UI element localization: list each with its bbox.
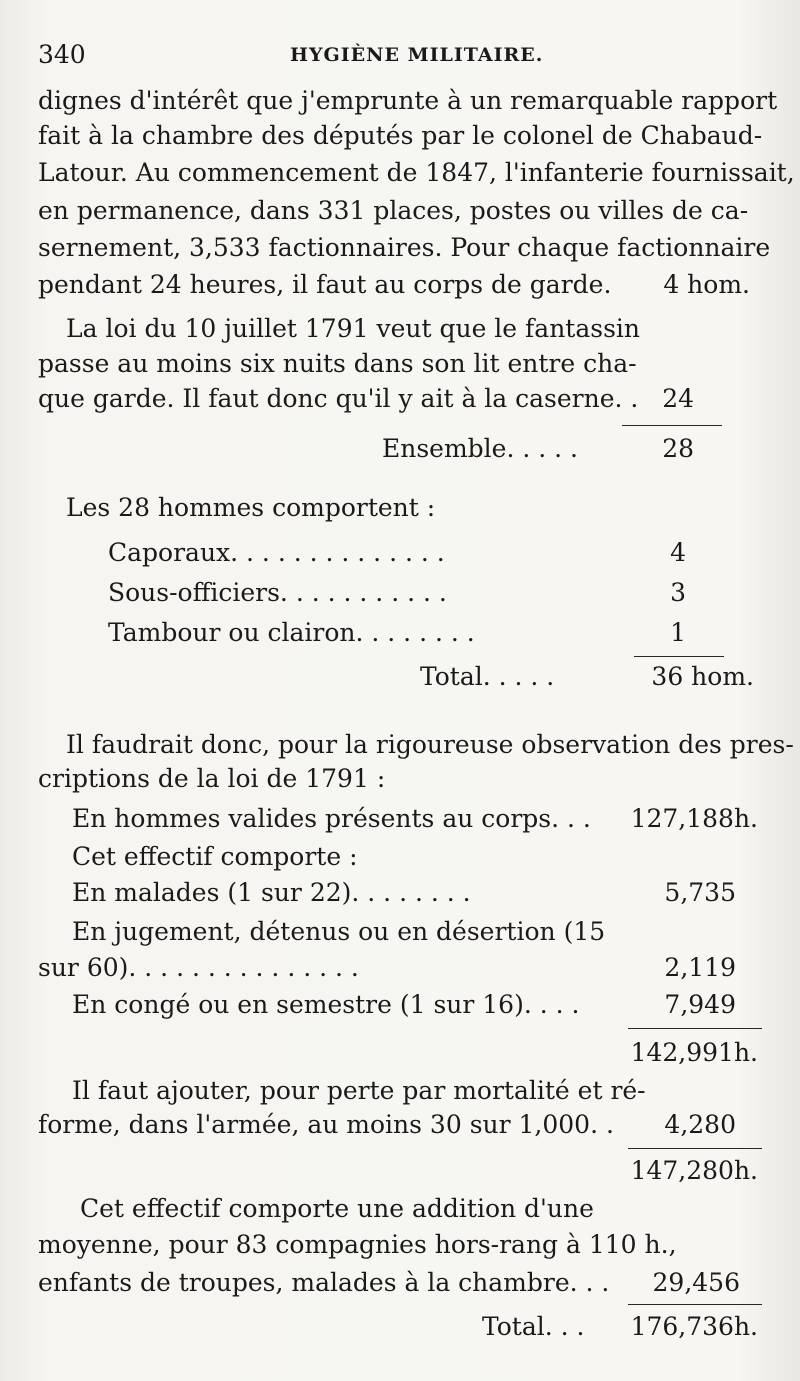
text-line	[66, 730, 794, 760]
breakdown-intro: Les 28 hommes comportent :	[66, 493, 436, 522]
item-value: 1	[670, 618, 686, 647]
sum-rule	[628, 1028, 762, 1029]
subtotal-value: 142,991h.	[630, 1038, 758, 1067]
text-line	[38, 270, 750, 300]
text-line	[38, 121, 763, 151]
item-value: 3	[670, 578, 686, 607]
text: dignes d'intérêt que j'emprunte à un remarquable rapport	[38, 86, 778, 115]
valides-label: En hommes valides présents au corps. . .	[72, 804, 591, 833]
text: en permanence, dans 331 places, postes ou villes de ca-	[38, 196, 749, 225]
text-line	[38, 158, 795, 188]
text-line: moyenne, pour 83 compagnies hors-rang à 110 h.,	[38, 1230, 677, 1259]
conge-label: En congé ou en semestre (1 sur 16). . . .	[72, 990, 580, 1019]
text-line: Cet effectif comporte une addition d'une	[80, 1194, 594, 1223]
grand-total-label: Total. . .	[482, 1312, 585, 1341]
text: fait à la chambre des députés par le colonel de Chabaud-	[38, 121, 763, 150]
text-line	[38, 233, 771, 263]
running-head: HYGIÈNE MILITAIRE.	[290, 44, 544, 66]
text-line: La loi du 10 juillet 1791 veut que le fantassin	[66, 314, 641, 343]
value-24: 24	[662, 384, 694, 413]
text-line	[38, 196, 750, 226]
additional-value: 29,456	[652, 1268, 740, 1297]
malades-label: En malades (1 sur 22). . . . . . . .	[72, 878, 471, 907]
item-label: Tambour ou clairon. . . . . . . .	[108, 618, 475, 647]
text: Latour. Au commencement de 1847, l'infanterie fournissait,	[38, 158, 795, 187]
page-header	[38, 40, 758, 72]
conge-value: 7,949	[664, 990, 736, 1019]
jugement-value: 2,119	[664, 953, 736, 982]
ensemble-label: Ensemble. . . . .	[382, 434, 578, 463]
value-4-hom: 4 hom.	[663, 270, 750, 299]
item-label: Sous-officiers. . . . . . . . . . .	[108, 578, 447, 607]
valides-value: 127,188h.	[630, 804, 758, 833]
jugement-line-1: En jugement, détenus ou en désertion (15	[72, 917, 606, 946]
sum-rule	[628, 1304, 762, 1305]
text-line: que garde. Il faut donc qu'il y ait à la caserne. .	[38, 384, 639, 413]
malades-value: 5,735	[664, 878, 736, 907]
text: sernement, 3,533 factionnaires. Pour chaque factionnaire	[38, 233, 771, 262]
subtotal-value: 147,280h.	[630, 1156, 758, 1185]
text-line: enfants de troupes, malades à la chambre. . .	[38, 1268, 610, 1297]
sum-rule	[628, 1148, 762, 1149]
text-line: Cet effectif comporte :	[72, 842, 358, 871]
text-line	[38, 86, 778, 116]
sum-rule	[622, 425, 722, 426]
mortality-value: 4,280	[664, 1110, 736, 1139]
total-label: Total. . . . .	[420, 662, 555, 691]
grand-total-value: 176,736h.	[630, 1312, 758, 1341]
text-line: forme, dans l'armée, au moins 30 sur 1,000. .	[38, 1110, 614, 1139]
jugement-line-2: sur 60). . . . . . . . . . . . . . .	[38, 953, 359, 982]
text-line: criptions de la loi de 1791 :	[38, 764, 386, 793]
item-label: Caporaux. . . . . . . . . . . . . .	[108, 538, 445, 567]
text: Il faudrait donc, pour la rigoureuse observation des pres-	[66, 730, 794, 759]
item-value: 4	[670, 538, 686, 567]
ensemble-value: 28	[662, 434, 694, 463]
page-number: 340	[38, 40, 86, 69]
text-line: Il faut ajouter, pour perte par mortalité et ré-	[72, 1076, 646, 1105]
sum-rule	[634, 656, 724, 657]
text-line: passe au moins six nuits dans son lit entre cha-	[38, 349, 637, 378]
total-value: 36 hom.	[651, 662, 754, 691]
text: pendant 24 heures, il faut au corps de garde.	[38, 270, 612, 299]
